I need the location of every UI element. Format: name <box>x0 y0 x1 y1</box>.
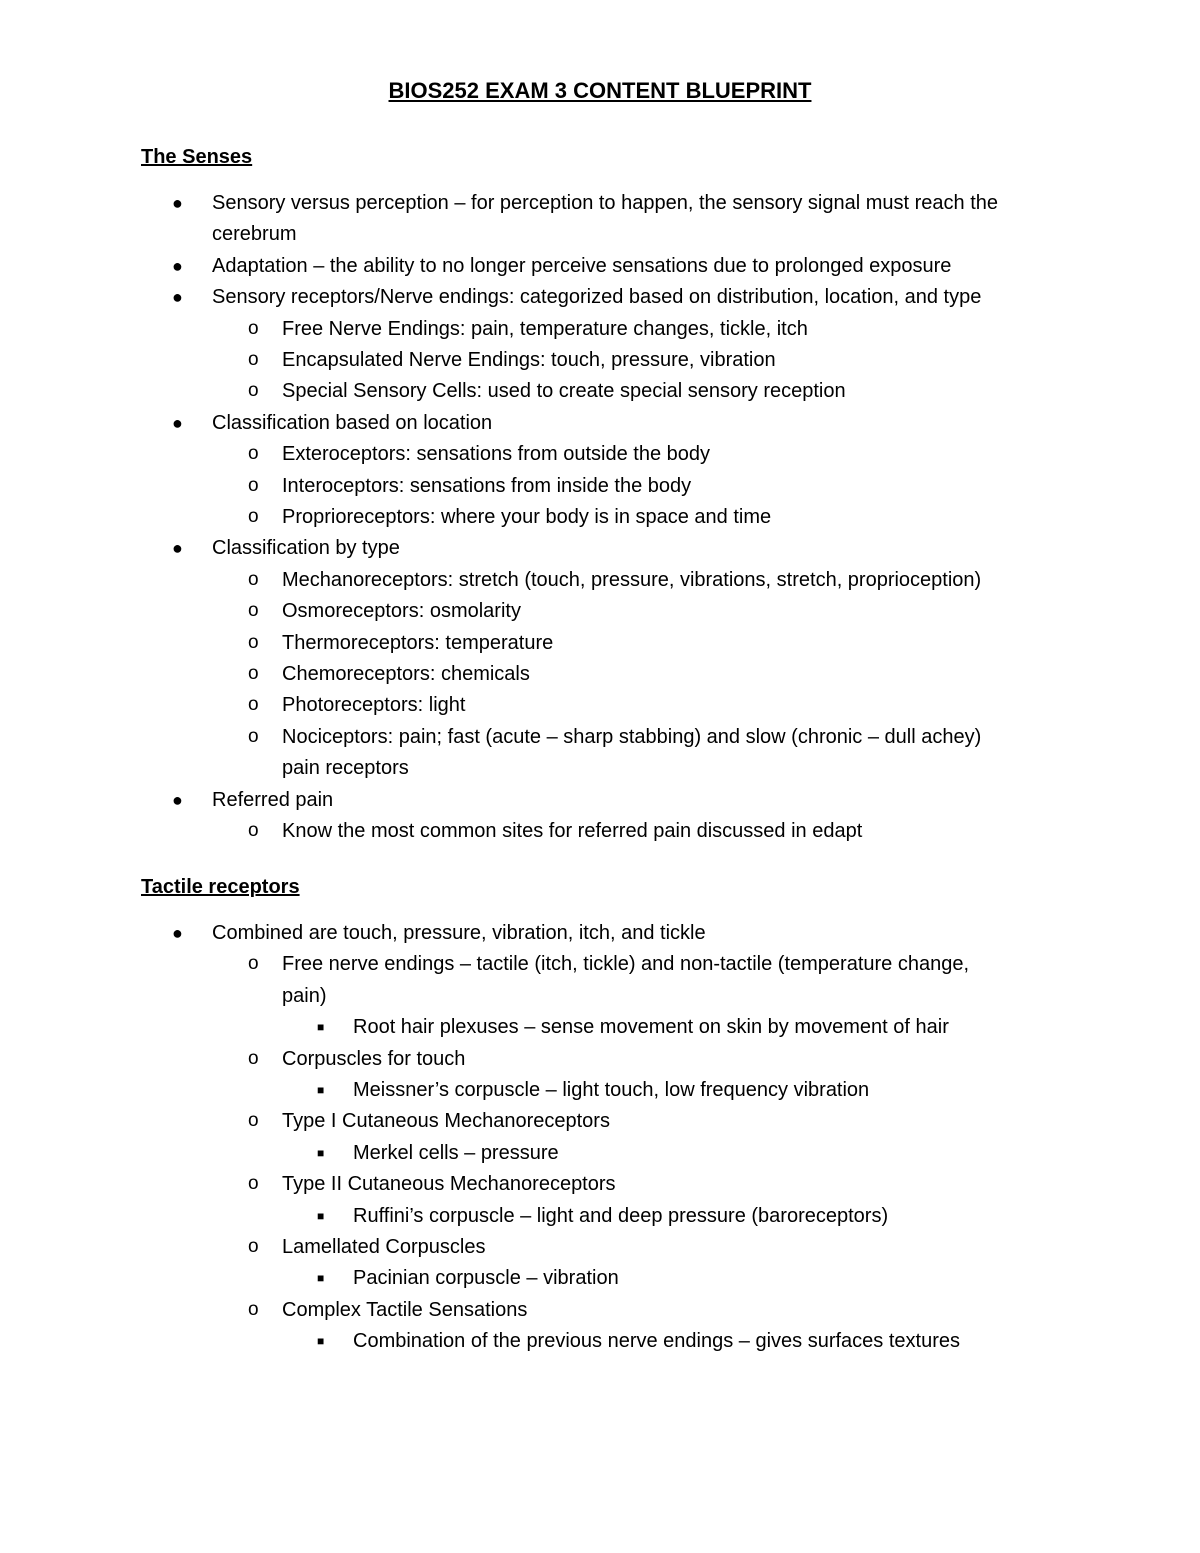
list-item: Referred pain <box>212 788 334 811</box>
bullet-marker: ● <box>172 255 183 276</box>
bullet-marker: ● <box>172 923 183 943</box>
bullet-marker: o <box>248 380 259 402</box>
bullet-marker: o <box>248 1236 259 1257</box>
list-item: Classification by type <box>212 537 400 560</box>
list-item: Merkel cells – pressure <box>353 1141 559 1164</box>
document-title: BIOS252 EXAM 3 CONTENT BLUEPRINT <box>388 78 812 103</box>
bullet-marker: ■ <box>317 1208 325 1223</box>
bullet-marker: ● <box>172 538 183 559</box>
list-item: Sensory versus perception – for perception to happen, the sensory signal must reach the <box>212 192 999 214</box>
list-item: Free nerve endings – tactile (itch, tickle) and non-tactile (temperature change, <box>282 953 970 976</box>
bullet-marker: o <box>248 1173 259 1195</box>
list-item: Combined are touch, pressure, vibration, itch, and tickle <box>212 922 706 944</box>
list-item: Adaptation – the ability to no longer perceive sensations due to prolonged exposure <box>212 254 952 277</box>
list-item: Osmoreceptors: osmolarity <box>282 600 521 623</box>
list-item: Photoreceptors: light <box>282 694 466 717</box>
list-item: Proprioreceptors: where your body is in space and time <box>282 506 772 528</box>
bullet-marker: o <box>248 631 259 653</box>
bullet-marker: ● <box>172 193 183 213</box>
bullet-marker: o <box>248 506 259 527</box>
list-item: Thermoreceptors: temperature <box>282 631 554 654</box>
bullet-marker: o <box>248 663 259 684</box>
bullet-marker: o <box>248 349 259 370</box>
list-item-continuation: pain) <box>282 984 327 1007</box>
list-item: Mechanoreceptors: stretch (touch, pressure, vibrations, stretch, proprioception) <box>282 568 982 591</box>
bullet-marker: o <box>248 953 259 975</box>
bullet-marker: o <box>248 725 259 747</box>
bullet-marker: o <box>248 474 259 496</box>
list-item: Pacinian corpuscle – vibration <box>353 1267 619 1290</box>
bullet-marker: ■ <box>317 1083 325 1097</box>
list-item: Corpuscles for touch <box>282 1047 466 1070</box>
list-item: Classification based on location <box>212 411 493 434</box>
list-item: Free Nerve Endings: pain, temperature changes, tickle, itch <box>282 317 808 340</box>
list-item: Meissner’s corpuscle – light touch, low frequency vibration <box>353 1079 870 1101</box>
bullet-marker: o <box>248 317 259 339</box>
list-item: Ruffini’s corpuscle – light and deep pressure (baroreceptors) <box>353 1204 889 1227</box>
bullet-marker: ● <box>172 412 183 433</box>
bullet-marker: o <box>248 694 259 716</box>
list-item: Special Sensory Cells: used to create special sensory reception <box>282 380 846 403</box>
bullet-marker: ● <box>172 287 183 308</box>
list-item: Know the most common sites for referred pain discussed in edapt <box>282 820 863 842</box>
bullet-marker: o <box>248 443 259 465</box>
bullet-marker: ■ <box>317 1271 325 1286</box>
list-item: Type II Cutaneous Mechanoreceptors <box>282 1173 616 1196</box>
list-item: Nociceptors: pain; fast (acute – sharp stabbing) and slow (chronic – dull achey) <box>282 725 982 748</box>
bullet-marker: ● <box>172 789 183 810</box>
list-item: Encapsulated Nerve Endings: touch, pressure, vibration <box>282 349 776 371</box>
bullet-marker: ■ <box>317 1145 325 1160</box>
section-heading: The Senses <box>141 146 253 168</box>
bullet-marker: o <box>248 1298 259 1320</box>
list-item: Root hair plexuses – sense movement on skin by movement of hair <box>353 1016 949 1039</box>
bullet-marker: o <box>248 1047 259 1069</box>
list-item-continuation: cerebrum <box>212 223 297 246</box>
bullet-marker: o <box>248 820 259 841</box>
bullet-marker: o <box>248 568 259 590</box>
list-item: Exteroceptors: sensations from outside the body <box>282 443 711 466</box>
list-item: Lamellated Corpuscles <box>282 1236 486 1258</box>
list-item: Interoceptors: sensations from inside the body <box>282 474 692 497</box>
bullet-marker: ■ <box>317 1020 325 1035</box>
list-item: Chemoreceptors: chemicals <box>282 663 530 685</box>
list-item: Type I Cutaneous Mechanoreceptors <box>282 1110 610 1133</box>
bullet-marker: o <box>248 1110 259 1132</box>
bullet-marker: o <box>248 600 259 622</box>
list-item: Sensory receptors/Nerve endings: categorized based on distribution, location, and type <box>212 286 982 309</box>
section-heading: Tactile receptors <box>141 876 300 898</box>
bullet-marker: ■ <box>317 1334 325 1349</box>
list-item-continuation: pain receptors <box>282 757 409 780</box>
list-item: Complex Tactile Sensations <box>282 1298 528 1321</box>
list-item: Combination of the previous nerve endings – gives surfaces textures <box>353 1330 961 1353</box>
